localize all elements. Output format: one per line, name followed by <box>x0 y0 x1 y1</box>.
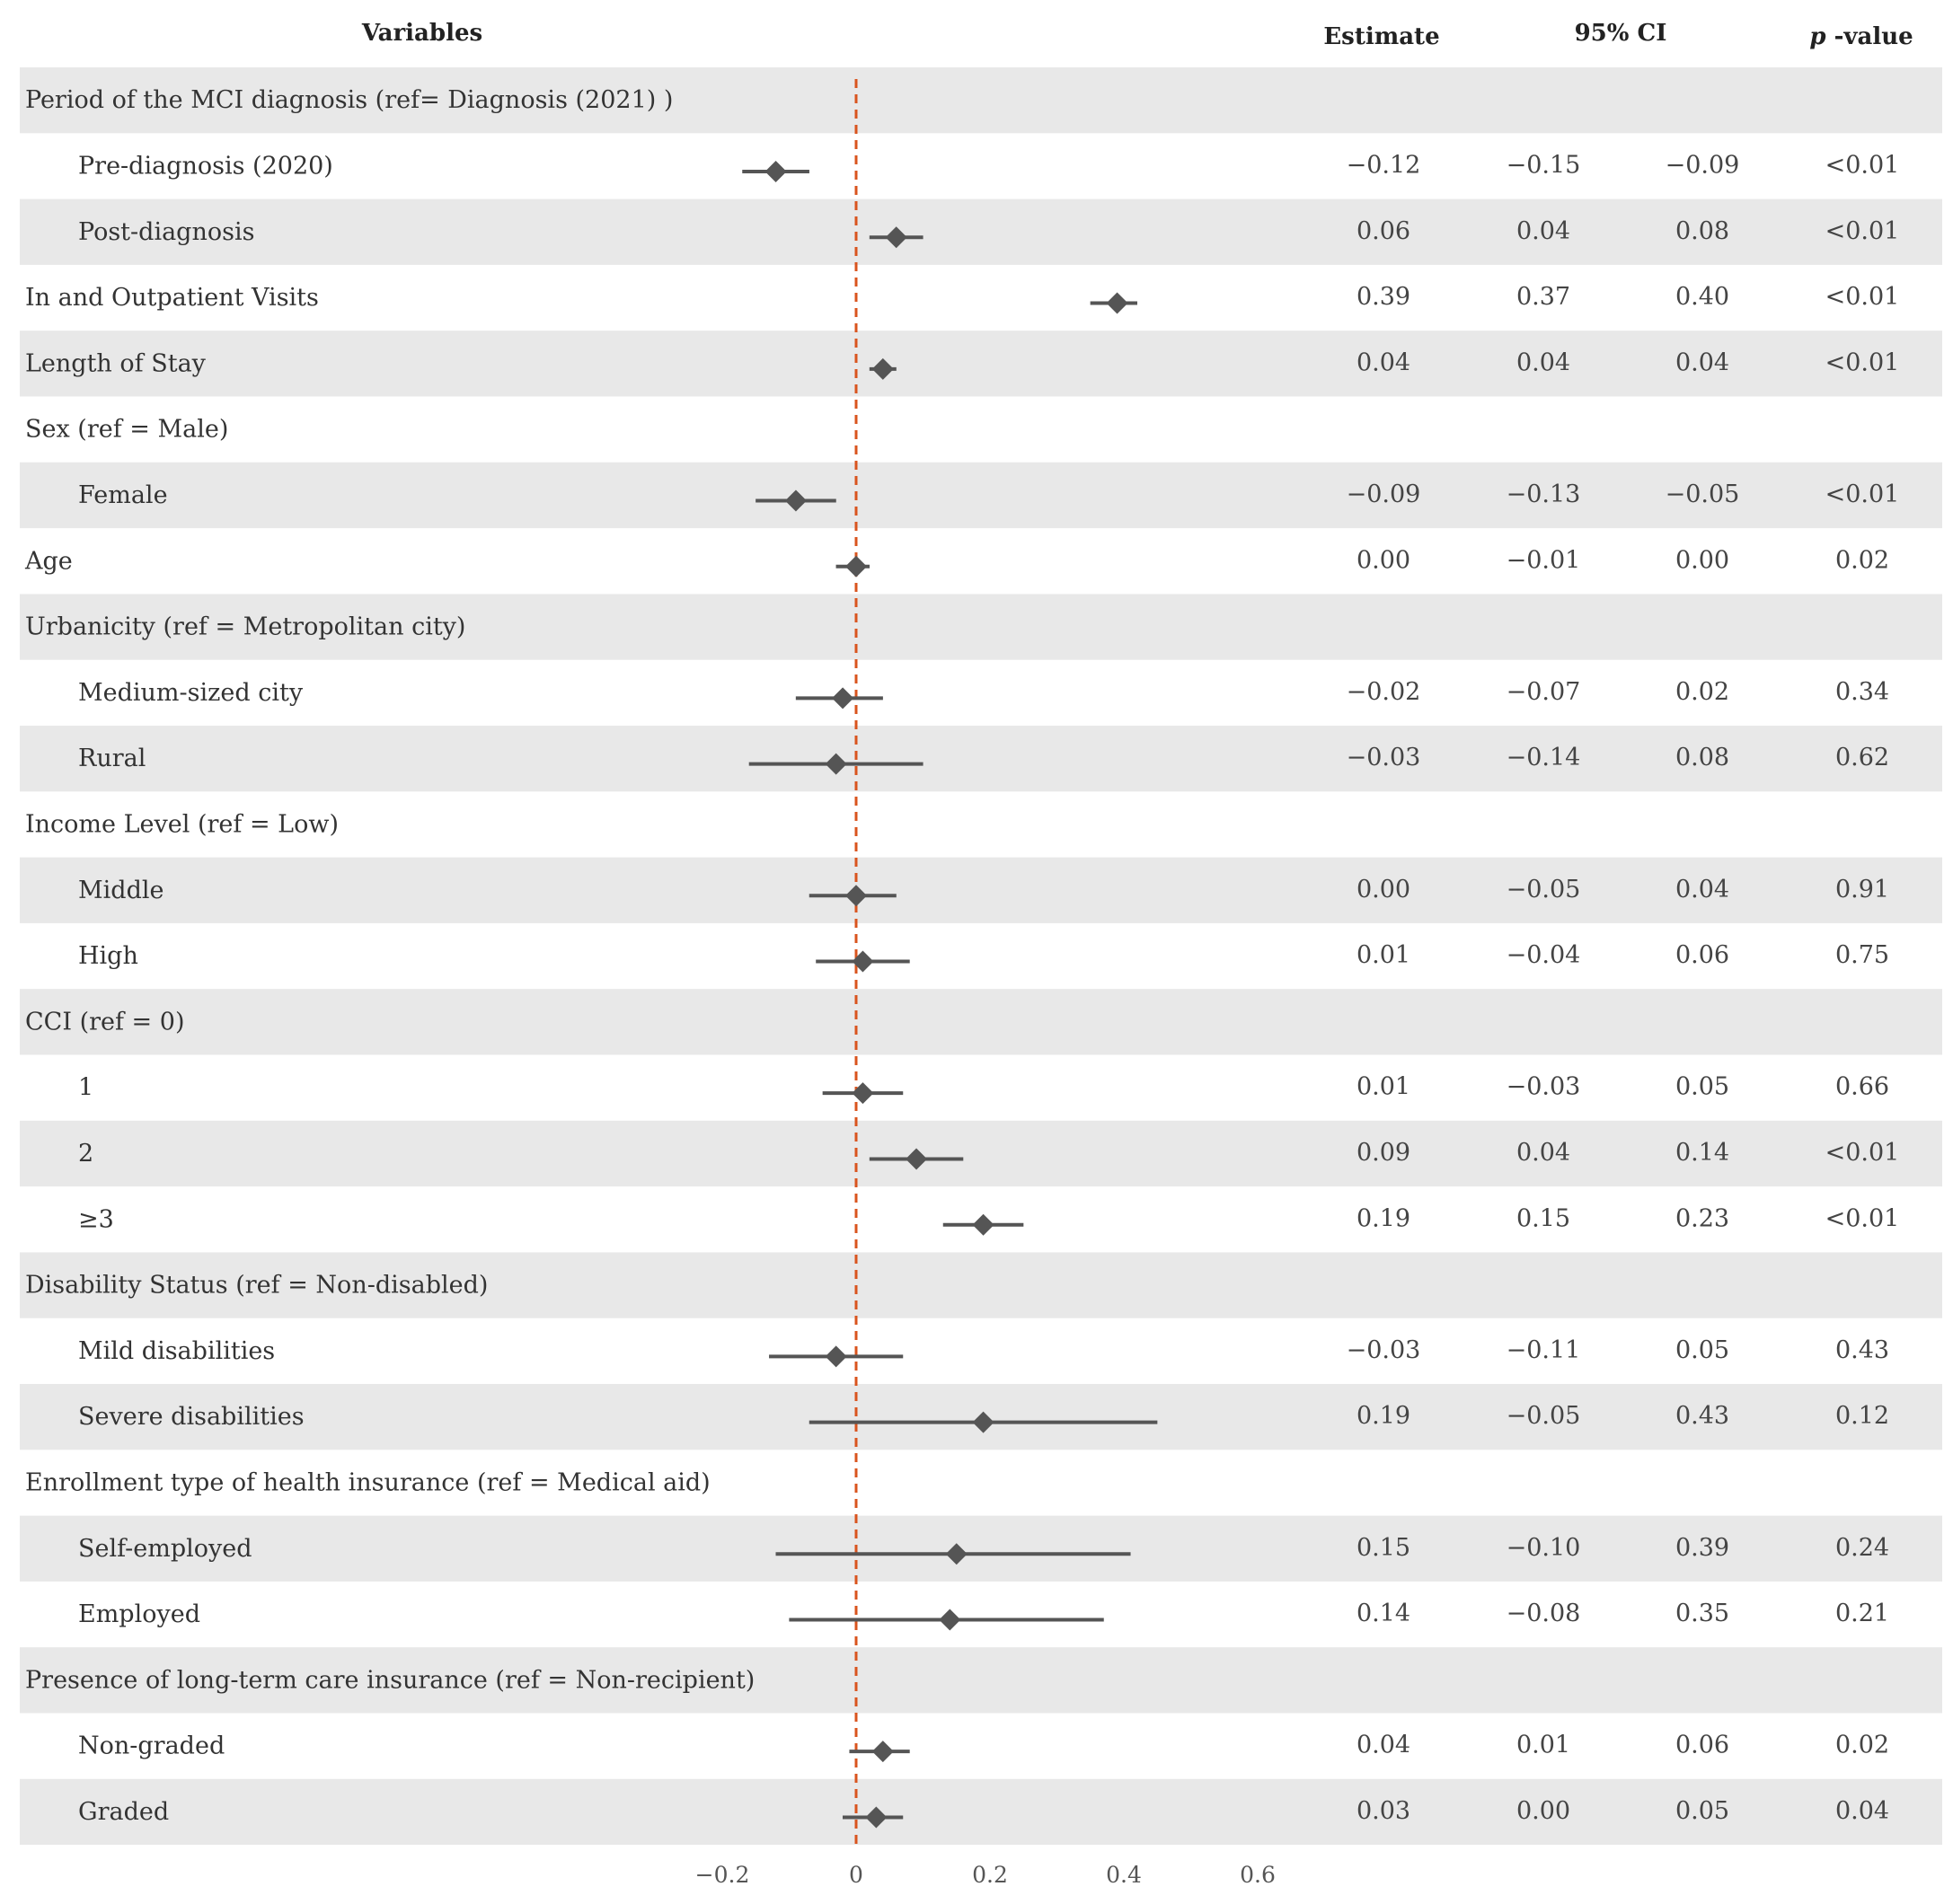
ci-upper-value: 0.02 <box>1675 677 1730 706</box>
x-tick-label: 0.6 <box>1240 1862 1276 1889</box>
ci-upper-value: 0.14 <box>1675 1138 1730 1167</box>
x-tick-label: 0.2 <box>972 1862 1008 1889</box>
estimate-value: 0.00 <box>1356 875 1411 904</box>
ci-lower-value: −0.14 <box>1506 744 1581 772</box>
estimate-marker <box>1107 293 1128 314</box>
header-estimate: Estimate <box>1323 23 1440 50</box>
p-value: 0.04 <box>1834 1796 1890 1825</box>
row-label: Disability Status (ref = Non-disabled) <box>25 1271 489 1300</box>
estimate-value: 0.01 <box>1356 941 1411 970</box>
estimate-marker <box>872 1741 894 1762</box>
row-band <box>20 989 1942 1054</box>
estimate-value: −0.03 <box>1346 744 1421 772</box>
row-band <box>20 199 1942 265</box>
estimate-value: 0.39 <box>1356 283 1411 312</box>
row-label: Middle <box>78 876 164 904</box>
ci-lower-value: 0.04 <box>1516 348 1571 377</box>
row-label: Post-diagnosis <box>78 217 255 246</box>
estimate-value: −0.09 <box>1346 480 1421 508</box>
ci-upper-value: 0.04 <box>1675 875 1730 904</box>
row-label: 1 <box>78 1073 94 1102</box>
p-value: 0.02 <box>1834 1731 1890 1759</box>
estimate-value: −0.12 <box>1346 151 1421 180</box>
row-label: 2 <box>78 1139 94 1168</box>
ci-upper-value: 0.00 <box>1675 546 1730 575</box>
ci-upper-value: 0.05 <box>1675 1072 1730 1101</box>
estimate-value: −0.02 <box>1346 677 1421 706</box>
row-label: Female <box>78 480 168 509</box>
x-tick-label: −0.2 <box>694 1862 750 1889</box>
header-p-value <box>1809 23 1913 50</box>
ci-lower-value: 0.04 <box>1516 216 1571 245</box>
p-value: 0.91 <box>1834 875 1890 904</box>
row-label: Pre-diagnosis (2020) <box>78 152 333 181</box>
estimate-marker <box>973 1214 994 1236</box>
estimate-value: 0.19 <box>1356 1204 1411 1233</box>
p-value: 0.75 <box>1834 941 1890 970</box>
row-label: Severe disabilities <box>78 1403 305 1432</box>
ci-upper-value: 0.39 <box>1675 1533 1730 1562</box>
estimate-value: 0.01 <box>1356 1072 1411 1101</box>
row-label: Income Level (ref = Low) <box>25 810 339 839</box>
estimate-value: 0.15 <box>1356 1533 1411 1562</box>
row-band <box>20 463 1942 528</box>
estimate-marker <box>826 1345 847 1367</box>
p-value: <0.01 <box>1825 1138 1900 1167</box>
ci-upper-value: 0.06 <box>1675 941 1730 970</box>
estimate-value: 0.06 <box>1356 216 1411 245</box>
ci-upper-value: 0.05 <box>1675 1796 1730 1825</box>
p-value: 0.21 <box>1834 1600 1890 1628</box>
ci-upper-value: 0.06 <box>1675 1731 1730 1759</box>
header-variables: Variables <box>361 20 483 47</box>
ci-upper-value: 0.08 <box>1675 744 1730 772</box>
row-label: Self-employed <box>78 1534 252 1563</box>
row-label: Enrollment type of health insurance (ref = Medical aid) <box>25 1468 711 1497</box>
estimate-value: 0.09 <box>1356 1138 1411 1167</box>
ci-lower-value: 0.01 <box>1516 1731 1571 1759</box>
row-band <box>20 1121 1942 1186</box>
estimate-value: 0.00 <box>1356 546 1411 575</box>
header-ci: 95% CI <box>1574 20 1667 47</box>
ci-upper-value: 0.35 <box>1675 1600 1730 1628</box>
ci-lower-value: −0.05 <box>1506 1402 1581 1431</box>
row-label: CCI (ref = 0) <box>25 1008 185 1036</box>
estimate-marker <box>845 556 867 577</box>
ci-lower-value: −0.10 <box>1506 1533 1581 1562</box>
p-value: 0.34 <box>1834 677 1890 706</box>
row-label: ≥3 <box>78 1205 114 1234</box>
x-axis <box>695 1862 1276 1888</box>
row-label: Age <box>25 547 73 576</box>
ci-lower-value: −0.05 <box>1506 875 1581 904</box>
ci-lower-value: −0.13 <box>1506 480 1581 508</box>
p-value: <0.01 <box>1825 1204 1900 1233</box>
ci-lower-value: 0.15 <box>1516 1204 1571 1233</box>
estimate-marker <box>939 1609 960 1631</box>
header-row <box>361 20 1913 50</box>
row-band <box>20 1779 1942 1845</box>
ci-upper-value: 0.43 <box>1675 1402 1730 1431</box>
row-label: Period of the MCI diagnosis (ref= Diagnosis (2021) ) <box>25 86 674 115</box>
ci-upper-value: −0.09 <box>1665 151 1740 180</box>
row-label: Urbanicity (ref = Metropolitan city) <box>25 613 466 641</box>
ci-lower-value: −0.03 <box>1506 1072 1581 1101</box>
row-label: Graded <box>78 1797 170 1826</box>
row-label: Rural <box>78 745 146 773</box>
estimate-value: −0.03 <box>1346 1335 1421 1364</box>
p-value: 0.12 <box>1834 1402 1890 1431</box>
ci-upper-value: 0.04 <box>1675 348 1730 377</box>
estimate-marker <box>852 1082 873 1104</box>
ci-lower-value: 0.37 <box>1516 283 1571 312</box>
estimate-value: 0.19 <box>1356 1402 1411 1431</box>
row-label: Presence of long-term care insurance (ref = Non-recipient) <box>25 1666 756 1695</box>
p-value: <0.01 <box>1825 151 1900 180</box>
x-tick-label: 0.4 <box>1106 1862 1142 1889</box>
row-band <box>20 331 1942 396</box>
p-value: 0.66 <box>1834 1072 1890 1101</box>
estimate-value: 0.04 <box>1356 1731 1411 1759</box>
ci-upper-value: 0.05 <box>1675 1335 1730 1364</box>
ci-lower-value: −0.04 <box>1506 941 1581 970</box>
p-value: <0.01 <box>1825 348 1900 377</box>
row-label: In and Outpatient Visits <box>25 284 319 313</box>
ci-lower-value: 0.00 <box>1516 1796 1571 1825</box>
p-value: 0.43 <box>1834 1335 1890 1364</box>
ci-upper-value: −0.05 <box>1665 480 1740 508</box>
estimate-marker <box>832 687 853 709</box>
p-value: <0.01 <box>1825 283 1900 312</box>
row-bands <box>20 67 1942 1845</box>
p-value: 0.02 <box>1834 546 1890 575</box>
ci-lower-value: −0.08 <box>1506 1600 1581 1628</box>
p-value: <0.01 <box>1825 216 1900 245</box>
row-band <box>20 726 1942 791</box>
row-label: Non-graded <box>78 1732 225 1760</box>
estimate-marker <box>765 161 787 182</box>
estimate-value: 0.14 <box>1356 1600 1411 1628</box>
ci-upper-value: 0.40 <box>1675 283 1730 312</box>
row-band <box>20 1516 1942 1582</box>
ci-upper-value: 0.08 <box>1675 216 1730 245</box>
row-label: Employed <box>78 1600 201 1629</box>
estimate-value: 0.03 <box>1356 1796 1411 1825</box>
ci-lower-value: −0.15 <box>1506 151 1581 180</box>
row-label: Mild disabilities <box>78 1336 276 1365</box>
row-label: Sex (ref = Male) <box>25 415 229 444</box>
x-tick-label: 0 <box>849 1862 863 1889</box>
row-label: High <box>78 942 138 971</box>
p-value: 0.24 <box>1834 1533 1890 1562</box>
p-value: <0.01 <box>1825 480 1900 508</box>
ci-lower-value: −0.11 <box>1506 1335 1581 1364</box>
header-p-rest: -value <box>1825 23 1913 50</box>
ci-upper-value: 0.23 <box>1675 1204 1730 1233</box>
p-value: 0.62 <box>1834 744 1890 772</box>
row-band <box>20 858 1942 923</box>
row-label: Medium-sized city <box>78 678 304 707</box>
estimate-value: 0.04 <box>1356 348 1411 377</box>
ci-lower-value: −0.07 <box>1506 677 1581 706</box>
header-p-italic: p <box>1809 23 1826 50</box>
ci-lower-value: 0.04 <box>1516 1138 1571 1167</box>
row-label: Length of Stay <box>25 349 206 378</box>
ci-lower-value: −0.01 <box>1506 546 1581 575</box>
